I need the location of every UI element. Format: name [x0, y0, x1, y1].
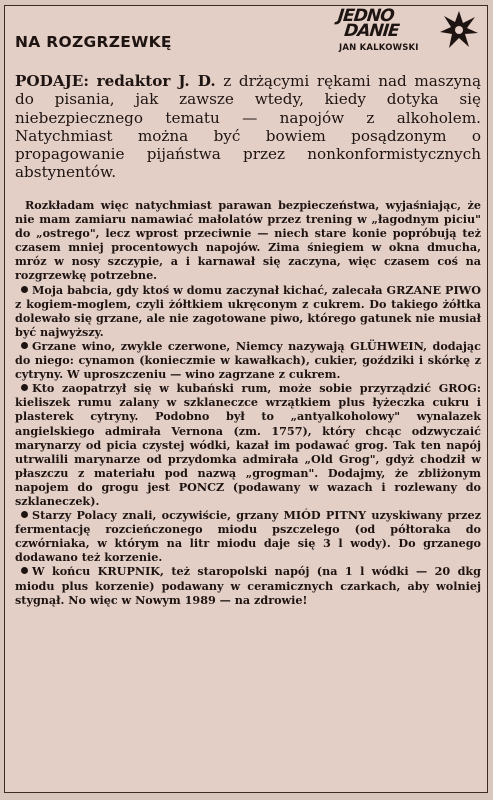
- column-logo: [336, 6, 479, 67]
- logo-line-2: DANIE: [343, 21, 400, 41]
- article-paragraph: [15, 283, 481, 339]
- paragraph-text: Starzy Polacy znali, oczywiście, grzany MIÓD PITNY uzyskiwany przez fermentację rozcieńczonego miodu pszczelego (od półtoraka do czwórniaka, w którym na litr miodu daje się 3 l wody). Do grzanego dodawano też korzenie.: [15, 508, 481, 565]
- star-burst-icon: [439, 9, 479, 51]
- bullet-icon: [21, 511, 28, 518]
- lead-strong-1: PODAJE:: [15, 72, 89, 90]
- paragraph-text: W końcu KRUPNIK, też staropolski napój (na 1 l wódki — 20 dkg miodu plus korzenie) podawany w ceramicznych czarkach, aby wolniej stygnął. No więc w Nowym 1989 — na zdrowie!: [15, 564, 481, 607]
- headline: NA ROZGRZEWKĘ: [15, 33, 172, 51]
- article-paragraph: [15, 198, 481, 283]
- logo-line-1: JEDNO: [336, 6, 395, 26]
- logo-title: [335, 6, 401, 41]
- article-paragraph: [15, 339, 481, 381]
- paragraph-text: Kto zaopatrzył się w kubański rum, może sobie przyrządzić GROG: kieliszek rumu zalany w szklaneczce wrzątkiem plus łyżeczka cukru i plasterek cytryny. Podobno był to „antyalkoholowy" wynalazek angielskiego admirała Vernona (zm. 1757), który chcąc odzwyczaić marynarzy od picia czystej wódki, kazał im podawać grog. Tak ten napój utrwalili marynarze od przydomka admirała „Old Grog", gdyż chodził w płaszczu z materiału pod nazwą „grogman". Dodajmy, że zbliżonym napojem do grogu jest PONCZ (podawany w wazach i rozlewany do szklaneczek).: [15, 381, 481, 508]
- article-paragraph: [15, 381, 481, 508]
- bullet-icon: [21, 286, 28, 293]
- bullet-icon: [21, 342, 28, 349]
- bullet-icon: [21, 384, 28, 391]
- article-body: [15, 198, 481, 607]
- bullet-icon: [21, 567, 28, 574]
- article-paragraph: [15, 508, 481, 564]
- lead-paragraph: [15, 72, 481, 182]
- paragraph-text: Grzane wino, zwykle czerwone, Niemcy nazywają GLÜHWEIN, dodając do niego: cynamon (konieczmie w kawałkach), cukier, goździki i skórkę z cytryny. W uproszczeniu — wino zagrzane z cukrem.: [15, 338, 481, 382]
- paragraph-text: Rozkładam więc natychmiast parawan bezpieczeństwa, wyjaśniając, że nie mam zamiaru namawiać małolatów przez trening w „łagodnym piciu" do „ostrego", lecz wprost przeciwnie — niech stare konie popróbują też czasem mniej procentowych napojów. Zima śniegiem w okna dmucha, mróz w nosy szczypie, a i karnawał się zaczyna, więc czasem coś na rozgrzewkę potrzebne.: [15, 198, 481, 283]
- lead-strong-2: redaktor J. D.: [96, 72, 216, 90]
- newspaper-clipping: [4, 5, 488, 793]
- article-paragraph: [15, 564, 481, 606]
- lead-text: z drżącymi rękami nad maszyną do pisania, jak zawsze wtedy, kiedy dotyka się niebezpiecznego tematu — napojów z alkoholem. Natychmiast można być bowiem posądzonym o propagowanie pijaństwa przez nonkonformistycznych abstynentów.: [15, 72, 482, 182]
- logo-author: JAN KALKOWSKI: [339, 43, 419, 53]
- paragraph-text: Moja babcia, gdy ktoś w domu zaczynał kichać, zalecała GRZANE PIWO z kogiem-moglem, czyli żółtkiem ukręconym z cukrem. Do takiego żółtka dolewało się grzane, ale nie zagotowane piwo, którego gatunek nie musiał być najwyższy.: [15, 282, 481, 339]
